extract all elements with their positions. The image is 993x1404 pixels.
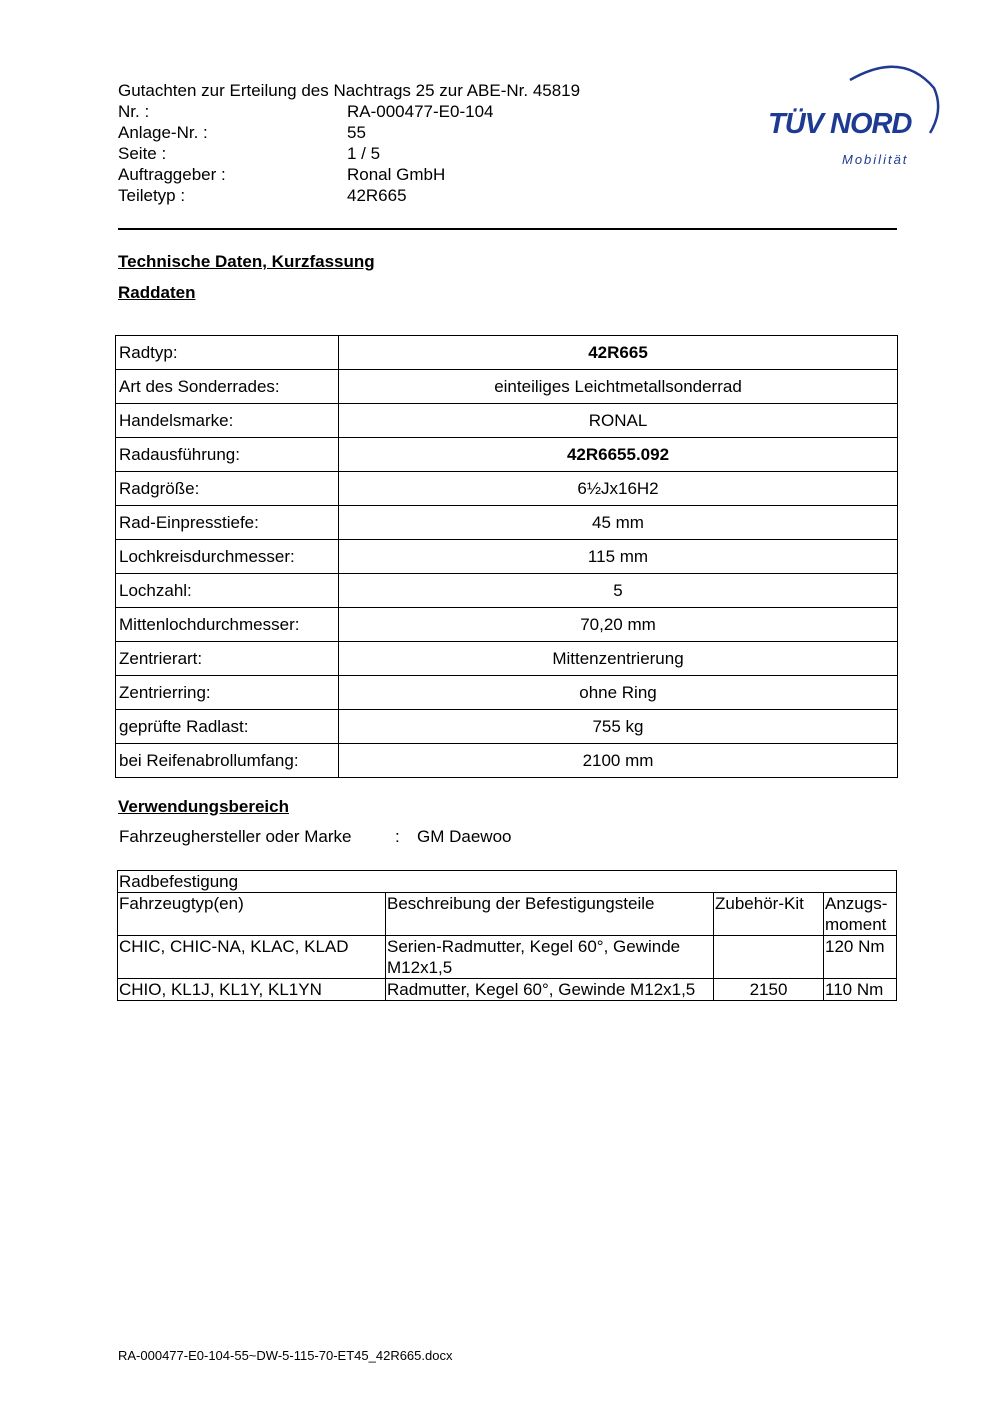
table-row xyxy=(116,370,898,404)
mounting-table xyxy=(117,870,897,1001)
table-cell: 110 Nm xyxy=(824,979,897,1001)
row-value: 6½Jx16H2 xyxy=(339,472,898,506)
row-value: RONAL xyxy=(339,404,898,438)
row-label: Mittenlochdurchmesser: xyxy=(116,608,339,642)
header-value: 1 / 5 xyxy=(347,144,381,163)
table-caption-row xyxy=(118,871,897,893)
table-header-row xyxy=(118,893,897,936)
tuev-nord-logo xyxy=(762,58,942,173)
document-title: Gutachten zur Erteilung des Nachtrags 25 zur ABE-Nr. 45819 xyxy=(118,81,581,100)
header-label: Seite : xyxy=(118,144,167,163)
header-label: Nr. : xyxy=(118,102,150,121)
column-header: Anzugs-moment xyxy=(824,893,897,936)
row-label: bei Reifenabrollumfang: xyxy=(116,744,339,778)
logo-brand: TÜV NORD xyxy=(768,108,912,140)
table-cell: CHIC, CHIC-NA, KLAC, KLAD xyxy=(118,936,386,979)
usage-value: GM Daewoo xyxy=(417,827,512,846)
table-row xyxy=(118,979,897,1001)
row-value: einteiliges Leichtmetallsonderrad xyxy=(339,370,898,404)
row-value: ohne Ring xyxy=(339,676,898,710)
usage-label: Fahrzeughersteller oder Marke xyxy=(119,827,352,846)
header-row-auftraggeber xyxy=(118,164,678,185)
row-value: 2100 mm xyxy=(339,744,898,778)
table-row xyxy=(116,642,898,676)
header-row-seite xyxy=(118,143,678,164)
row-label: Rad-Einpresstiefe: xyxy=(116,506,339,540)
column-header: Fahrzeugtyp(en) xyxy=(118,893,386,936)
row-label: Zentrierring: xyxy=(116,676,339,710)
usage-title: Verwendungsbereich xyxy=(118,797,289,816)
header-row-nr xyxy=(118,101,678,122)
table-cell: CHIO, KL1J, KL1Y, KL1YN xyxy=(118,979,386,1001)
row-label: geprüfte Radlast: xyxy=(116,710,339,744)
header-label: Anlage-Nr. : xyxy=(118,123,208,142)
row-value: 70,20 mm xyxy=(339,608,898,642)
table-cell: Radmutter, Kegel 60°, Gewinde M12x1,5 xyxy=(386,979,714,1001)
table-row xyxy=(118,936,897,979)
footer-filename: RA-000477-E0-104-55~DW-5-115-70-ET45_42R665.docx xyxy=(118,1348,453,1363)
row-label: Lochkreisdurchmesser: xyxy=(116,540,339,574)
table-row xyxy=(116,336,898,370)
column-header: Zubehör-Kit xyxy=(714,893,824,936)
table-cell: 2150 xyxy=(714,979,824,1001)
header-value: Ronal GmbH xyxy=(347,165,446,184)
row-label: Radausführung: xyxy=(116,438,339,472)
row-label: Radtyp: xyxy=(116,336,339,370)
header-label: Teiletyp : xyxy=(118,186,186,205)
row-label: Radgröße: xyxy=(116,472,339,506)
header-value: 55 xyxy=(347,123,366,142)
row-value: 42R665 xyxy=(339,336,898,370)
header-value: 42R665 xyxy=(347,186,407,205)
header-divider xyxy=(118,228,897,230)
row-value: 42R6655.092 xyxy=(339,438,898,472)
table-row xyxy=(116,506,898,540)
table-row xyxy=(116,404,898,438)
row-value: 5 xyxy=(339,574,898,608)
usage-line xyxy=(119,827,511,847)
row-value: 45 mm xyxy=(339,506,898,540)
logo-subtitle: Mobilität xyxy=(842,152,909,167)
table-row xyxy=(116,438,898,472)
header-row-anlage xyxy=(118,122,678,143)
raddaten-title: Raddaten xyxy=(118,283,196,302)
section-title: Technische Daten, Kurzfassung xyxy=(118,252,375,271)
wheel-data-table xyxy=(115,335,898,778)
row-label: Zentrierart: xyxy=(116,642,339,676)
table-row xyxy=(116,574,898,608)
table-cell xyxy=(714,936,824,979)
table-row xyxy=(116,540,898,574)
usage-separator: : xyxy=(395,827,400,846)
table-cell: Serien-Radmutter, Kegel 60°, Gewinde M12x1,5 xyxy=(386,936,714,979)
row-label: Art des Sonderrades: xyxy=(116,370,339,404)
table-row xyxy=(116,676,898,710)
table-row xyxy=(116,608,898,642)
row-label: Lochzahl: xyxy=(116,574,339,608)
table-row xyxy=(116,472,898,506)
table-caption: Radbefestigung xyxy=(118,871,897,893)
row-label: Handelsmarke: xyxy=(116,404,339,438)
table-row xyxy=(116,744,898,778)
row-value: 755 kg xyxy=(339,710,898,744)
header-label: Auftraggeber : xyxy=(118,165,226,184)
table-cell: 120 Nm xyxy=(824,936,897,979)
row-value: 115 mm xyxy=(339,540,898,574)
header-value: RA-000477-E0-104 xyxy=(347,102,494,121)
row-value: Mittenzentrierung xyxy=(339,642,898,676)
document-header xyxy=(118,80,678,206)
header-row-teiletyp xyxy=(118,185,678,206)
table-row xyxy=(116,710,898,744)
column-header: Beschreibung der Befestigungsteile xyxy=(386,893,714,936)
